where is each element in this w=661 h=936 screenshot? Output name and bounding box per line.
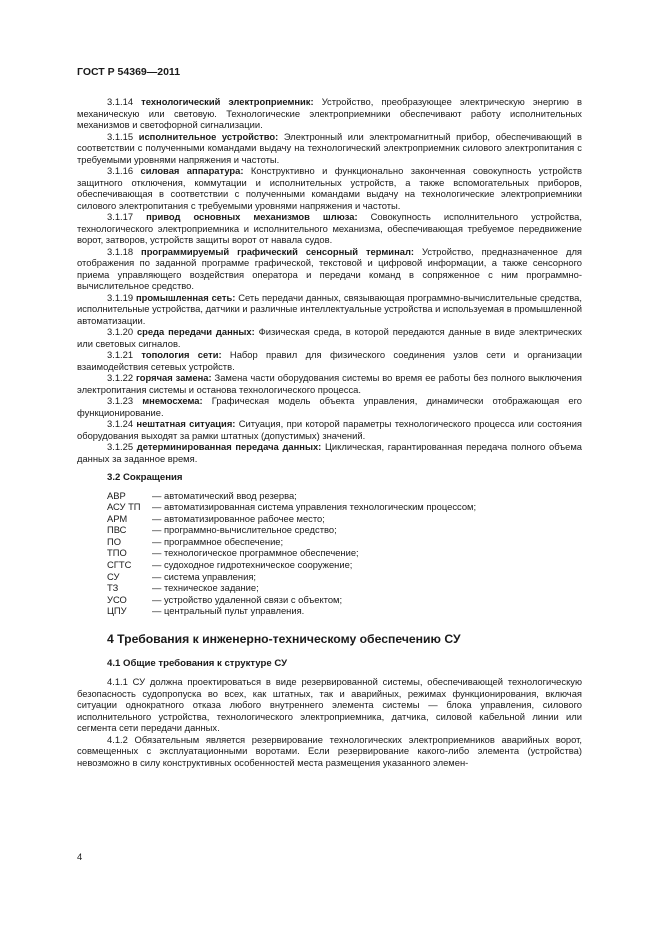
definition-text: Набор правил для физического соединения узлов сети и организации взаимодействия сетевых устройств.: [77, 349, 582, 372]
definition-text: Сеть передачи данных, связывающая программно-вычислительные средства, исполнительные устройства, датчики и различные интеллектуальные устройства и используемая в промышленной автоматизации.: [77, 291, 582, 326]
abbreviation-value: — автоматизированное рабочее место;: [152, 512, 325, 524]
definition-number: 3.1.22: [107, 372, 134, 383]
page-number: 4: [77, 851, 83, 862]
definition-number: 3.1.24: [107, 418, 134, 429]
definition-number: 3.1.14: [107, 96, 134, 107]
abbreviation-key: АСУ ТП: [107, 501, 141, 513]
abbreviation-value: — устройство удаленной связи с объектом;: [152, 593, 343, 605]
definition-item: [77, 246, 582, 292]
abbreviation-row: [107, 524, 582, 536]
definition-number: 3.1.16: [107, 165, 134, 176]
abbreviation-row: [107, 490, 582, 502]
definition-number: 3.1.17: [107, 211, 134, 222]
definitions-list: [77, 96, 582, 464]
definition-item: [77, 131, 582, 166]
abbreviation-key: СГТС: [107, 559, 132, 571]
definition-number: 3.1.15: [107, 130, 134, 142]
paragraph-4-1-1: 4.1.1 СУ должна проектироваться в виде резервированной системы, обеспечивающей технологическую безопасность судопропуска во всех, как штатных, так и аварийных, режимах функционирования, включая ситуации однократного отказа любого внутреннего элемента системы — блока управления, силового исполнительного устройства, технологического электроприемника, датчика, силовой кабельной линии или сегмента сети передачи данных.: [77, 676, 582, 734]
abbreviation-key: ТЗ: [107, 582, 119, 594]
definition-item: [77, 292, 582, 327]
document-header: ГОСТ Р 54369—2011: [77, 66, 181, 78]
abbreviation-row: [107, 536, 582, 548]
definition-item: [77, 165, 582, 211]
abbreviation-key: УСО: [107, 593, 127, 605]
definition-text: Совокупность исполнительного устройства, технологического электроприемника и исполнительного механизма, обеспечивающая требуемое передвижение ворот, затворов, устройств защиты ворот от навала судов.: [77, 211, 582, 245]
abbreviation-row: [107, 571, 582, 583]
abbreviation-key: СУ: [107, 570, 120, 582]
definition-term: привод основных механизмов шлюза:: [146, 211, 358, 222]
definition-term: мнемосхема:: [142, 395, 203, 406]
abbreviation-value: — техническое задание;: [152, 582, 259, 594]
paragraph-4-1-2: 4.1.2 Обязательным является резервирование технологических электроприемников аварийных ворот, совмещенных с эксплуатационными воротами. Если резервирование какого-либо элемента (устройства) невозможно в силу конструктивных особенностей места размещения указанного элемен-: [77, 733, 582, 768]
abbreviation-row: [107, 582, 582, 594]
definition-number: 3.1.19: [107, 291, 134, 303]
definition-number: 3.1.20: [107, 326, 134, 337]
definition-text: Конструктивно и функционально законченная совокупность устройств защитного отключения, коммутации и исполнительных устройств, а также вспомогательных приборов, обеспечивающая в соответствии с полученными командами выдачу на технологические электроприемники силового электропитания с требуемыми уровнями напряжения и частоты.: [77, 165, 582, 211]
definition-number: 3.1.21: [107, 349, 134, 360]
definition-text: Циклическая, гарантированная передача полного объема данных за заданное время.: [77, 441, 583, 464]
section-4-heading: 4 Требования к инженерно-техническому обеспечению СУ: [107, 632, 461, 647]
abbreviation-key: ПВС: [107, 524, 127, 536]
definition-text: Устройство, преобразующее электрическую энергию в механическую или световую. Технологические электроприемники обеспечивают работу исполнительных механизмов и светофорной сигнализации.: [77, 96, 582, 130]
abbreviation-value: — технологическое программное обеспечение;: [152, 547, 359, 559]
definition-term: промышленная сеть:: [135, 291, 236, 303]
abbreviation-value: — судоходное гидротехническое сооружение;: [152, 559, 353, 571]
abbreviation-row: [107, 594, 582, 606]
abbreviations-list: [107, 490, 582, 618]
definition-item: [77, 395, 582, 418]
abbreviation-row: [107, 513, 582, 525]
definition-item: [77, 418, 582, 441]
section-4-1-heading: 4.1 Общие требования к структуре СУ: [107, 657, 288, 669]
abbreviation-value: — система управления;: [152, 570, 256, 582]
definition-item: [77, 372, 582, 395]
abbreviation-value: — автоматический ввод резерва;: [152, 489, 297, 501]
definition-item: [77, 96, 582, 131]
abbreviation-row: [107, 547, 582, 559]
abbreviation-row: [107, 605, 582, 617]
abbreviation-value: — центральный пульт управления.: [152, 605, 305, 617]
abbreviation-row: [107, 559, 582, 571]
abbreviation-value: — программное обеспечение;: [152, 535, 284, 547]
definition-term: нештатная ситуация:: [136, 418, 236, 429]
abbreviation-key: ЦПУ: [107, 605, 127, 617]
abbreviation-key: АРМ: [107, 512, 128, 524]
abbreviation-key: АВР: [107, 489, 126, 501]
definition-text: Устройство, предназначенное для отображения по заданной программе графической, текстовой и цифровой информации, а также сенсорного приема управляющего воздействия оператора и передачи команд в сопряженное с ним программно-вычислительное средство.: [77, 245, 582, 291]
definition-term: среда передачи данных:: [136, 326, 255, 337]
abbreviation-key: ПО: [107, 535, 122, 547]
definition-text: Ситуация, при которой параметры технологического процесса или состояния оборудования выходят за рамки штатных (допустимых) значений.: [77, 418, 583, 441]
page-content: [77, 96, 582, 768]
definition-item: [77, 349, 582, 372]
definition-number: 3.1.25: [107, 441, 134, 452]
definition-item: [77, 441, 582, 464]
definition-term: силовая аппаратура:: [140, 165, 244, 176]
definition-number: 3.1.18: [107, 245, 134, 257]
definition-text: Графическая модель объекта управления, динамически отображающая его функционирование.: [77, 395, 582, 418]
definition-term: топология сети:: [141, 349, 222, 360]
definition-item: [77, 326, 582, 349]
abbreviation-value: — автоматизированная система управления технологическим процессом;: [152, 501, 477, 513]
definition-term: технологический электроприемник:: [141, 96, 314, 107]
definition-item: [77, 211, 582, 246]
definition-term: программируемый графический сенсорный терминал:: [141, 245, 415, 257]
definition-text: Электронный или электромагнитный прибор, обеспечивающий в соответствии с полученными командами выдачу на технологический электроприемник силового электропитания с требуемыми уровнями напряжения и частоты.: [77, 130, 582, 165]
definition-term: детерминированная передача данных:: [136, 441, 322, 452]
definition-text: Замена части оборудования системы во время ее работы без полного выключения электропитания системы и останова технологического процесса.: [77, 372, 582, 395]
definition-number: 3.1.23: [107, 395, 134, 406]
abbreviation-key: ТПО: [107, 547, 127, 559]
abbreviations-heading: 3.2 Сокращения: [107, 472, 183, 483]
definition-text: Физическая среда, в которой передаются данные в виде электрических или световых сигналов.: [77, 326, 582, 349]
definition-term: исполнительное устройство:: [138, 130, 279, 142]
abbreviation-row: [107, 501, 582, 513]
abbreviation-value: — программно-вычислительное средство;: [152, 524, 337, 536]
definition-term: горячая замена:: [136, 372, 212, 383]
